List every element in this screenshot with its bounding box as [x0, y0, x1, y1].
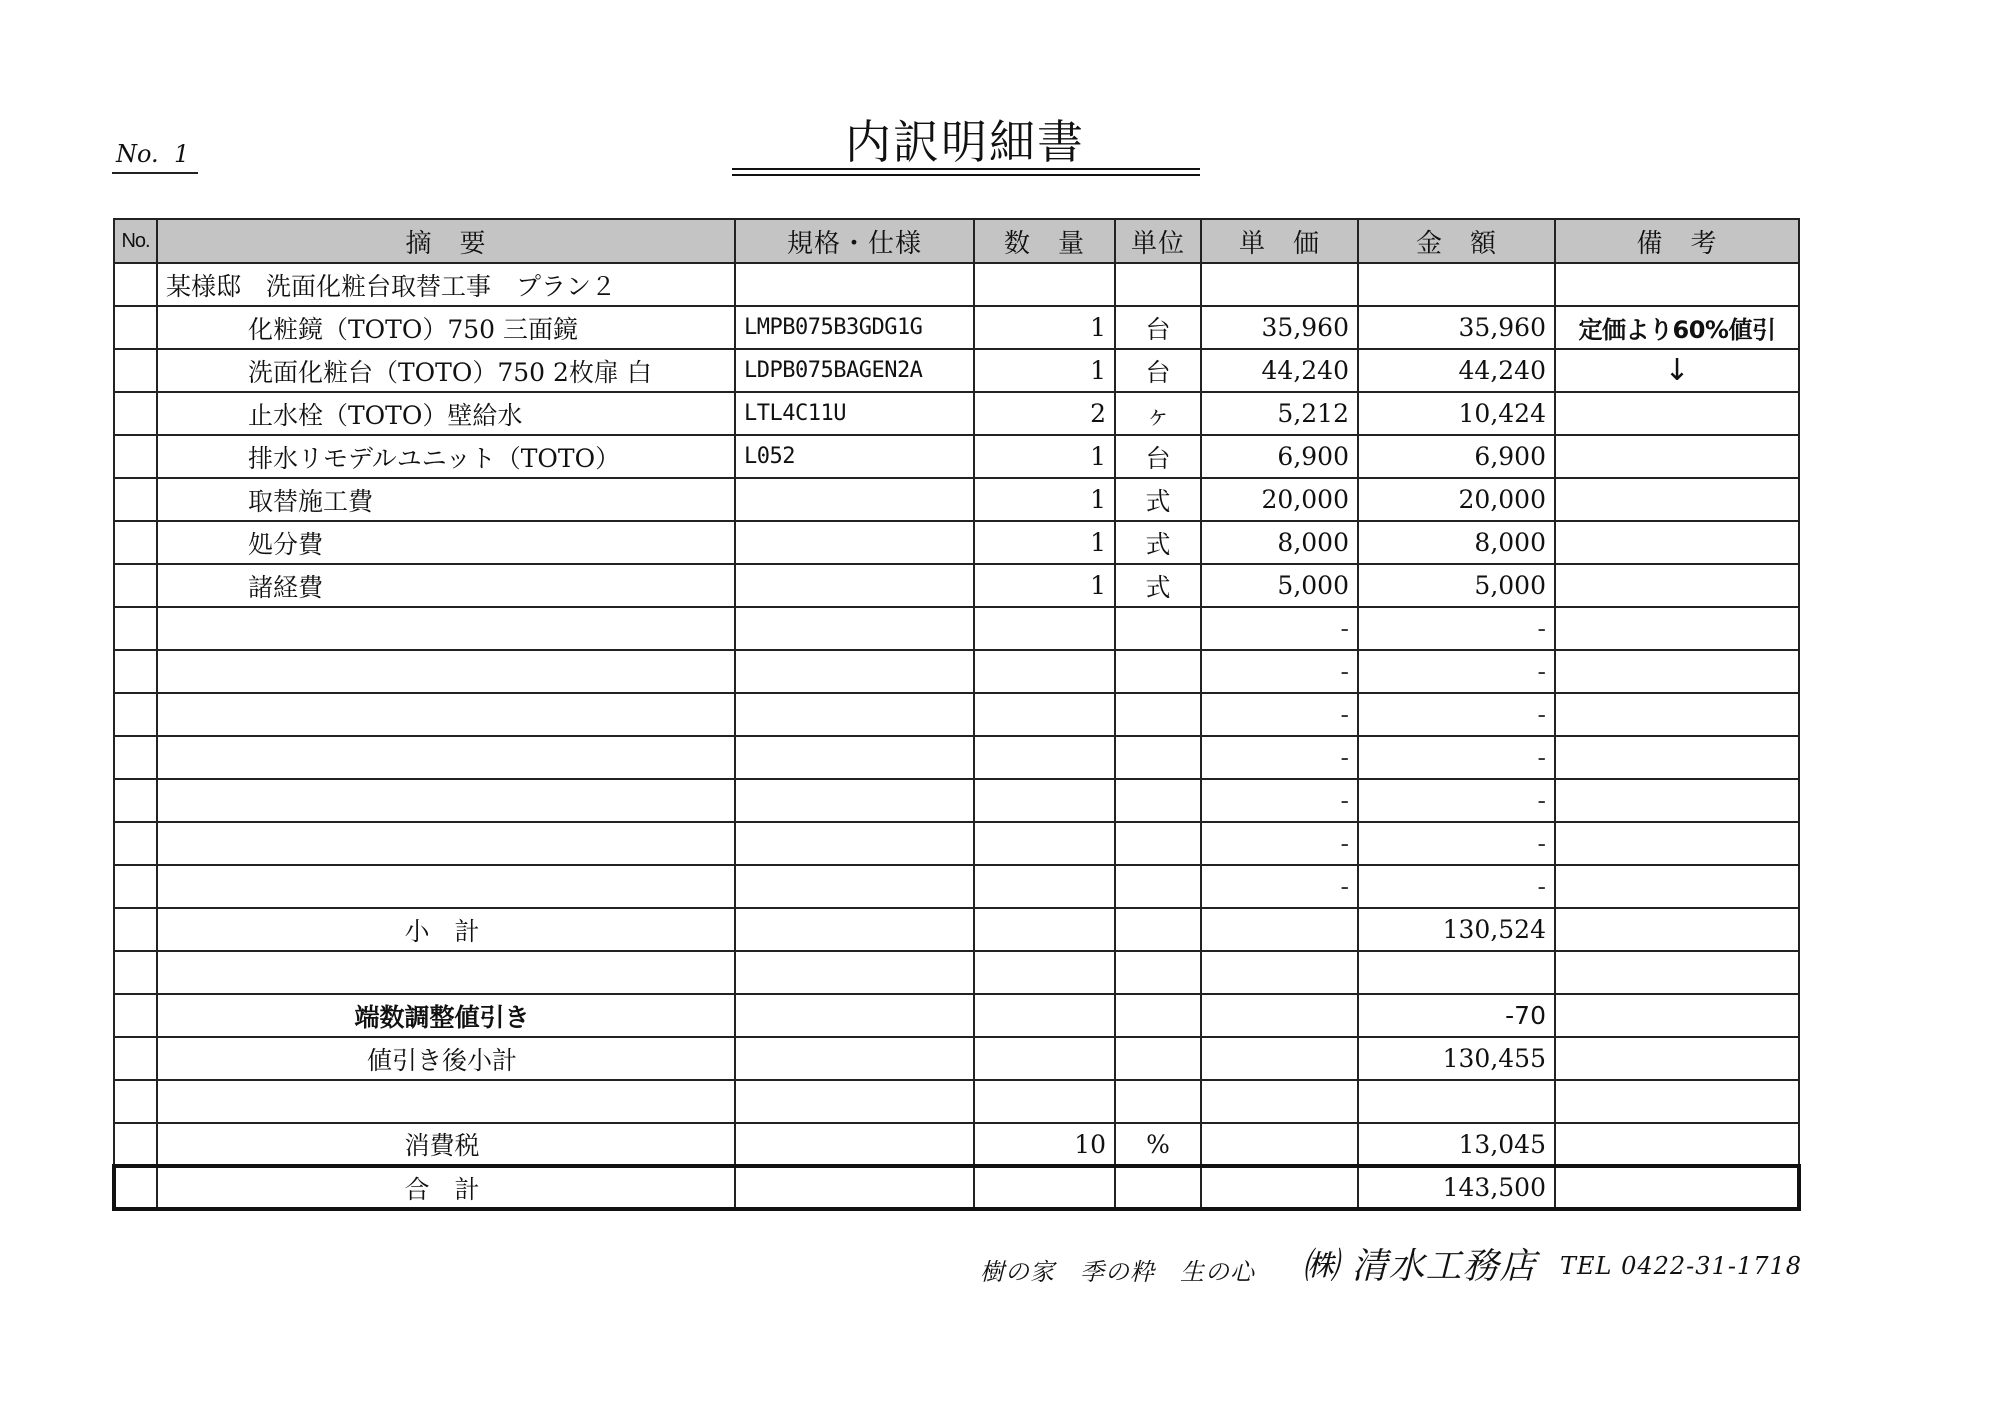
- cell-unit-price: 5,212: [1201, 392, 1358, 435]
- cell-unit-price: 5,000: [1201, 564, 1358, 607]
- cell-spec: [735, 693, 974, 736]
- table-row: [114, 349, 1799, 392]
- cell-unit: 台: [1115, 349, 1201, 392]
- cell-description: 化粧鏡（TOTO）750 三面鏡: [157, 306, 735, 349]
- cell-spec: [735, 736, 974, 779]
- cell-quantity: [974, 779, 1115, 822]
- cell-description: [157, 607, 735, 650]
- cell-quantity: [974, 736, 1115, 779]
- rounding-discount-label: 端数調整値引き: [157, 994, 735, 1037]
- cell-amount: -: [1358, 822, 1555, 865]
- consumption-tax-label: 消費税: [157, 1123, 735, 1166]
- cell-unit: 式: [1115, 564, 1201, 607]
- cell-unit-price: -: [1201, 865, 1358, 908]
- cell-unit: 台: [1115, 435, 1201, 478]
- consumption-tax-amount: 13,045: [1358, 1123, 1555, 1166]
- cell-description: 某様邸 洗面化粧台取替工事 プラン２: [157, 263, 735, 306]
- cell-amount: -: [1358, 736, 1555, 779]
- cell-unit-price: -: [1201, 822, 1358, 865]
- header-note: 備 考: [1555, 219, 1799, 263]
- cell-note: [1555, 865, 1799, 908]
- cell-quantity: [974, 822, 1115, 865]
- cell-spec: [735, 779, 974, 822]
- cell-quantity: 1: [974, 521, 1115, 564]
- cell-description: [157, 650, 735, 693]
- cell-quantity: 1: [974, 435, 1115, 478]
- tax-rate-unit: %: [1115, 1123, 1201, 1166]
- company-name: ㈱ 清水工務店: [1302, 1246, 1537, 1287]
- cell-description: 洗面化粧台（TOTO）750 2枚扉 白: [157, 349, 735, 392]
- cell-spec: [735, 650, 974, 693]
- cell-unit-price: [1201, 263, 1358, 306]
- cell-amount: -: [1358, 607, 1555, 650]
- cell-description: 処分費: [157, 521, 735, 564]
- cell-unit-price: 20,000: [1201, 478, 1358, 521]
- cell-quantity: [974, 650, 1115, 693]
- company-motto: 樹の家 季の粋 生の心: [980, 1258, 1255, 1286]
- cell-description: [157, 779, 735, 822]
- cell-no: [114, 564, 157, 607]
- cell-note: 定価より60%値引: [1555, 306, 1799, 349]
- cell-unit: 式: [1115, 478, 1201, 521]
- cell-no: [114, 349, 157, 392]
- cell-description: 取替施工費: [157, 478, 735, 521]
- company-phone: TEL 0422-31-1718: [1560, 1252, 1803, 1280]
- table-row: [114, 306, 1799, 349]
- cell-spec: [735, 263, 974, 306]
- cell-note: [1555, 564, 1799, 607]
- table-row: [114, 263, 1799, 306]
- cell-spec: [735, 865, 974, 908]
- after-discount-subtotal-amount: 130,455: [1358, 1037, 1555, 1080]
- cell-no: [114, 263, 157, 306]
- cell-spec: LMPB075B3GDG1G: [735, 306, 974, 349]
- cell-note: [1555, 607, 1799, 650]
- cell-no: [114, 521, 157, 564]
- cell-quantity: 1: [974, 564, 1115, 607]
- cell-no: [114, 392, 157, 435]
- table-row: [114, 693, 1799, 736]
- cell-no: [114, 822, 157, 865]
- cell-quantity: [974, 865, 1115, 908]
- header-unit-price: 単 価: [1201, 219, 1358, 263]
- cell-unit: [1115, 779, 1201, 822]
- cell-note: [1555, 779, 1799, 822]
- table-row: [114, 865, 1799, 908]
- cell-unit-price: -: [1201, 650, 1358, 693]
- cell-amount: 35,960: [1358, 306, 1555, 349]
- cell-unit: [1115, 736, 1201, 779]
- cell-unit: 台: [1115, 306, 1201, 349]
- rounding-discount-row: [114, 994, 1799, 1037]
- after-discount-subtotal-label: 値引き後小計: [157, 1037, 735, 1080]
- title-underline: [732, 168, 1200, 170]
- cell-description: 諸経費: [157, 564, 735, 607]
- cell-amount: 20,000: [1358, 478, 1555, 521]
- cell-spec: [735, 822, 974, 865]
- cell-no: [114, 736, 157, 779]
- cell-unit-price: 44,240: [1201, 349, 1358, 392]
- cell-unit: [1115, 865, 1201, 908]
- cell-note: [1555, 736, 1799, 779]
- cell-unit: [1115, 263, 1201, 306]
- table-row: [114, 607, 1799, 650]
- cell-description: 排水リモデルユニット（TOTO）: [157, 435, 735, 478]
- table-row: [114, 435, 1799, 478]
- cell-amount: 6,900: [1358, 435, 1555, 478]
- cell-quantity: [974, 607, 1115, 650]
- table-row: [114, 521, 1799, 564]
- cell-quantity: [974, 263, 1115, 306]
- title-underline-second: [732, 174, 1200, 176]
- cell-unit-price: -: [1201, 693, 1358, 736]
- cell-description: 止水栓（TOTO）壁給水: [157, 392, 735, 435]
- company-footer: [980, 1238, 1803, 1288]
- cell-spec: LTL4C11U: [735, 392, 974, 435]
- cell-note: [1555, 263, 1799, 306]
- cell-amount: 10,424: [1358, 392, 1555, 435]
- table-row: [114, 736, 1799, 779]
- table-row: [114, 822, 1799, 865]
- rounding-discount-amount: -70: [1358, 994, 1555, 1037]
- cell-unit: [1115, 650, 1201, 693]
- cell-amount: -: [1358, 693, 1555, 736]
- cell-no: [114, 306, 157, 349]
- cell-no: [114, 779, 157, 822]
- cell-quantity: 1: [974, 478, 1115, 521]
- cell-amount: -: [1358, 779, 1555, 822]
- cell-amount: -: [1358, 865, 1555, 908]
- after-discount-subtotal-row: [114, 1037, 1799, 1080]
- cell-note: [1555, 478, 1799, 521]
- cell-amount: 5,000: [1358, 564, 1555, 607]
- cell-description: [157, 865, 735, 908]
- cell-amount: -: [1358, 650, 1555, 693]
- cell-quantity: [974, 693, 1115, 736]
- subtotal-label: 小 計: [157, 908, 735, 951]
- cell-note: [1555, 435, 1799, 478]
- cell-quantity: 1: [974, 306, 1115, 349]
- table-row: [114, 779, 1799, 822]
- cell-unit-price: -: [1201, 779, 1358, 822]
- cell-spec: [735, 607, 974, 650]
- grand-total-amount: 143,500: [1358, 1166, 1555, 1209]
- document-title: 内訳明細書: [845, 115, 1085, 169]
- document-number-value: 1: [174, 140, 190, 168]
- table-header-row: [114, 219, 1799, 263]
- cell-note: [1555, 650, 1799, 693]
- subtotal-row: [114, 908, 1799, 951]
- cell-unit: [1115, 693, 1201, 736]
- cell-note: [1555, 822, 1799, 865]
- table-row: [114, 392, 1799, 435]
- cell-unit-price: -: [1201, 607, 1358, 650]
- blank-row: [114, 1080, 1799, 1123]
- down-arrow-icon: ↓: [1555, 349, 1799, 392]
- cell-amount: 8,000: [1358, 521, 1555, 564]
- cell-spec: L052: [735, 435, 974, 478]
- header-spec: 規格・仕様: [735, 219, 974, 263]
- cell-unit-price: 8,000: [1201, 521, 1358, 564]
- cell-spec: LDPB075BAGEN2A: [735, 349, 974, 392]
- cell-unit-price: 6,900: [1201, 435, 1358, 478]
- cell-unit: ヶ: [1115, 392, 1201, 435]
- cell-unit-price: -: [1201, 736, 1358, 779]
- cell-note: [1555, 693, 1799, 736]
- cell-spec: [735, 478, 974, 521]
- blank-row: [114, 951, 1799, 994]
- cell-spec: [735, 521, 974, 564]
- cell-description: [157, 693, 735, 736]
- cell-note: [1555, 392, 1799, 435]
- grand-total-label: 合 計: [157, 1166, 735, 1209]
- consumption-tax-row: [114, 1123, 1799, 1166]
- cell-quantity: 1: [974, 349, 1115, 392]
- table-row: [114, 478, 1799, 521]
- cell-note: [1555, 521, 1799, 564]
- cell-spec: [735, 564, 974, 607]
- cell-amount: 44,240: [1358, 349, 1555, 392]
- cell-quantity: 2: [974, 392, 1115, 435]
- header-no: No.: [114, 219, 157, 263]
- document-number: [112, 136, 198, 174]
- cell-unit: 式: [1115, 521, 1201, 564]
- cell-description: [157, 822, 735, 865]
- cell-unit: [1115, 607, 1201, 650]
- document-number-label: No.: [116, 140, 159, 168]
- header-amount: 金 額: [1358, 219, 1555, 263]
- table-row: [114, 564, 1799, 607]
- cell-no: [114, 607, 157, 650]
- header-unit: 単位: [1115, 219, 1201, 263]
- cell-no: [114, 693, 157, 736]
- grand-total-row: [114, 1166, 1799, 1209]
- cell-amount: [1358, 263, 1555, 306]
- cell-no: [114, 478, 157, 521]
- breakdown-table: [112, 218, 1801, 1211]
- header-quantity: 数 量: [974, 219, 1115, 263]
- cell-no: [114, 650, 157, 693]
- table-row: [114, 650, 1799, 693]
- cell-no: [114, 865, 157, 908]
- subtotal-amount: 130,524: [1358, 908, 1555, 951]
- cell-unit-price: 35,960: [1201, 306, 1358, 349]
- cell-description: [157, 736, 735, 779]
- cell-no: [114, 435, 157, 478]
- cell-unit: [1115, 822, 1201, 865]
- tax-rate: 10: [974, 1123, 1115, 1166]
- header-description: 摘 要: [157, 219, 735, 263]
